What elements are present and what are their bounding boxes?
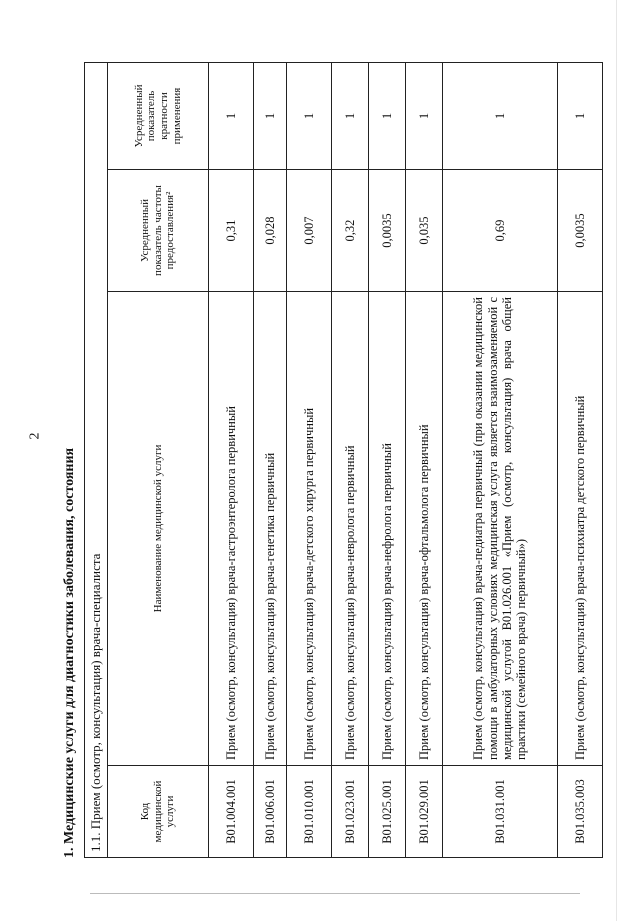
header-code: Код медицинской услуги	[108, 766, 209, 858]
rotated-content	[62, 63, 622, 858]
table-row	[332, 62, 369, 857]
row-frequency: 0,0035	[558, 170, 603, 292]
scan-edge	[616, 0, 617, 921]
row-multiplicity: 1	[287, 62, 332, 169]
header-name: Наименование медицинской услуги	[108, 292, 209, 766]
bottom-divider	[90, 893, 580, 894]
table-row	[443, 62, 558, 857]
row-code: B01.023.001	[332, 766, 369, 858]
row-name: Прием (осмотр, консультация) врача-детского хирурга первичный	[287, 292, 332, 766]
row-code: B01.006.001	[254, 766, 287, 858]
row-frequency: 0,69	[443, 170, 558, 292]
row-multiplicity: 1	[443, 62, 558, 169]
header-row	[108, 62, 209, 857]
row-frequency: 0,0035	[369, 170, 406, 292]
row-name: Прием (осмотр, консультация) врача-психиатра детского первичный	[558, 292, 603, 766]
row-frequency: 0,035	[406, 170, 443, 292]
row-name: Прием (осмотр, консультация) врача-офтальмолога первичный	[406, 292, 443, 766]
page-number: 2	[27, 432, 43, 440]
row-name: Прием (осмотр, консультация) врача-нефролога первичный	[369, 292, 406, 766]
row-code: B01.029.001	[406, 766, 443, 858]
row-multiplicity: 1	[332, 62, 369, 169]
row-frequency: 0,32	[332, 170, 369, 292]
row-multiplicity: 1	[369, 62, 406, 169]
subsection-row	[85, 62, 108, 857]
table-row	[287, 62, 332, 857]
row-frequency: 0,31	[209, 170, 254, 292]
row-code: B01.031.001	[443, 766, 558, 858]
table-row	[209, 62, 254, 857]
row-code: B01.035.003	[558, 766, 603, 858]
row-multiplicity: 1	[406, 62, 443, 169]
row-frequency: 0,007	[287, 170, 332, 292]
row-frequency: 0,028	[254, 170, 287, 292]
services-table	[84, 62, 603, 858]
table-row	[406, 62, 443, 857]
row-multiplicity: 1	[254, 62, 287, 169]
row-multiplicity: 1	[558, 62, 603, 169]
row-code: B01.010.001	[287, 766, 332, 858]
subsection-title: 1.1. Прием (осмотр, консультация) врача-специалиста	[85, 62, 108, 857]
table-row	[254, 62, 287, 857]
table-row	[558, 62, 603, 857]
row-name: Прием (осмотр, консультация) врача-невролога первичный	[332, 292, 369, 766]
row-multiplicity: 1	[209, 62, 254, 169]
section-title: 1. Медицинские услуги для диагностики заболевания, состояния	[62, 447, 77, 858]
header-frequency: Усредненный показатель частоты предоставления²	[108, 170, 209, 292]
row-name: Прием (осмотр, консультация) врача-гастроэнтеролога первичный	[209, 292, 254, 766]
row-name: Прием (осмотр, консультация) врача-педиатра первичный (при оказании медицинской помощи в амбулаторных условиях медицинская услуга является взаимозаменяемой с медицинской услугой B01.026.001 «Прием (осмотр, консультация) врача общей практики (семейного врача) первичный»)	[443, 292, 558, 766]
row-code: B01.025.001	[369, 766, 406, 858]
header-multiplicity: Усредненный показатель кратности применения	[108, 62, 209, 169]
row-name: Прием (осмотр, консультация) врача-генетика первичный	[254, 292, 287, 766]
row-code: B01.004.001	[209, 766, 254, 858]
table-row	[369, 62, 406, 857]
